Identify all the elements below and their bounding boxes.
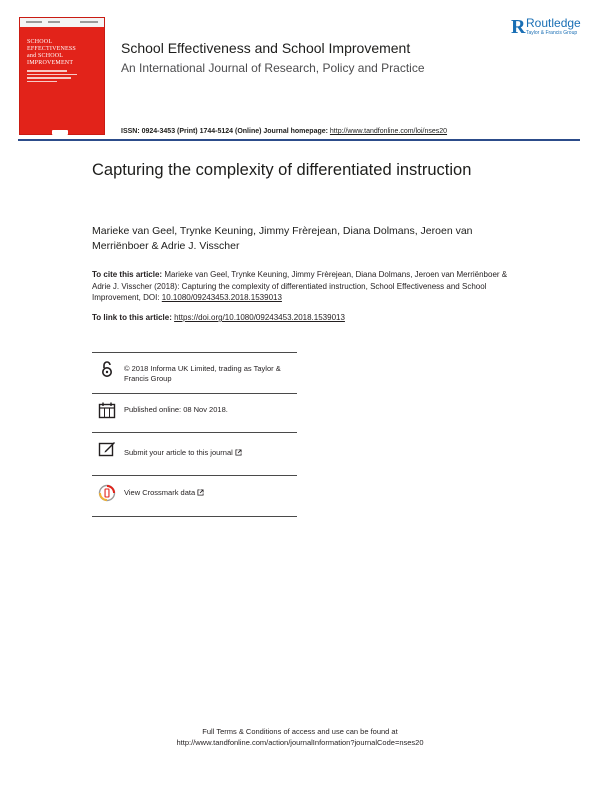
article-link-line <box>92 313 345 322</box>
journal-title: School Effectiveness and School Improvement <box>121 40 411 56</box>
publisher-name: Routledge <box>526 16 581 30</box>
info-divider <box>92 516 297 517</box>
journal-subtitle: An International Journal of Research, Policy and Practice <box>121 61 425 75</box>
issn-text: ISSN: 0924-3453 (Print) 1744-5124 (Online) Journal homepage: <box>121 128 330 135</box>
submit-article-label: Submit your article to this journal <box>124 448 233 457</box>
issn-line <box>121 128 447 135</box>
cite-label: To cite this article: <box>92 270 165 279</box>
journal-cover-thumbnail <box>20 18 104 134</box>
article-doi-url[interactable]: https://doi.org/10.1080/09243453.2018.1539013 <box>174 313 345 322</box>
cover-subtitle-lines <box>27 70 81 84</box>
citation-block <box>92 269 510 304</box>
license-text: © 2018 Informa UK Limited, trading as Taylor & Francis Group <box>124 364 281 383</box>
info-divider <box>92 352 297 353</box>
crossmark-link[interactable] <box>124 488 204 498</box>
link-label: To link to this article: <box>92 313 175 322</box>
footer-line-1: Full Terms & Conditions of access and use can be found at <box>202 727 398 736</box>
doi-link[interactable]: 10.1080/09243453.2018.1539013 <box>161 293 282 302</box>
journal-homepage-link[interactable]: http://www.tandfonline.com/loi/nses20 <box>329 128 448 135</box>
info-divider <box>92 393 297 394</box>
published-date: Published online: 08 Nov 2018. <box>124 405 228 414</box>
cover-publisher-logo <box>52 130 68 135</box>
routledge-r-icon: R <box>511 16 526 38</box>
footer-terms-link[interactable]: http://www.tandfonline.com/action/journalInformation?journalCode=nses20 <box>176 737 424 747</box>
cover-title: SCHOOL EFFECTIVENESS and SCHOOL IMPROVEMENT <box>27 39 76 66</box>
terms-footer <box>0 727 600 748</box>
submit-edit-icon <box>98 440 116 458</box>
cite-text: Marieke van Geel, Trynke Keuning, Jimmy Frèrejean, Diana Dolmans, Jeroen van Merriënboer & Adrie J. Visscher (2018): Capturing the complexity of differentiated instruction, School Effectiveness and School Improvement, DOI: <box>92 270 508 302</box>
article-authors: Marieke van Geel, Trynke Keuning, Jimmy Frèrejean, Diana Dolmans, Jeroen van Merriënboer & Adrie J. Visscher <box>92 225 473 252</box>
crossmark-label: View Crossmark data <box>124 488 196 497</box>
crossmark-icon <box>98 484 116 502</box>
publisher-logo[interactable] <box>511 16 591 38</box>
open-access-lock-icon <box>98 360 116 378</box>
info-divider <box>92 475 297 476</box>
article-title: Capturing the complexity of differentiated instruction <box>92 161 472 179</box>
external-link-icon <box>235 449 242 456</box>
publisher-tagline: Taylor & Francis Group <box>526 30 578 36</box>
submit-article-link[interactable] <box>124 448 242 458</box>
cover-top-bar <box>20 18 104 27</box>
external-link-icon <box>197 489 204 496</box>
calendar-icon <box>98 401 116 419</box>
info-divider <box>92 432 297 433</box>
header-divider <box>18 139 580 141</box>
